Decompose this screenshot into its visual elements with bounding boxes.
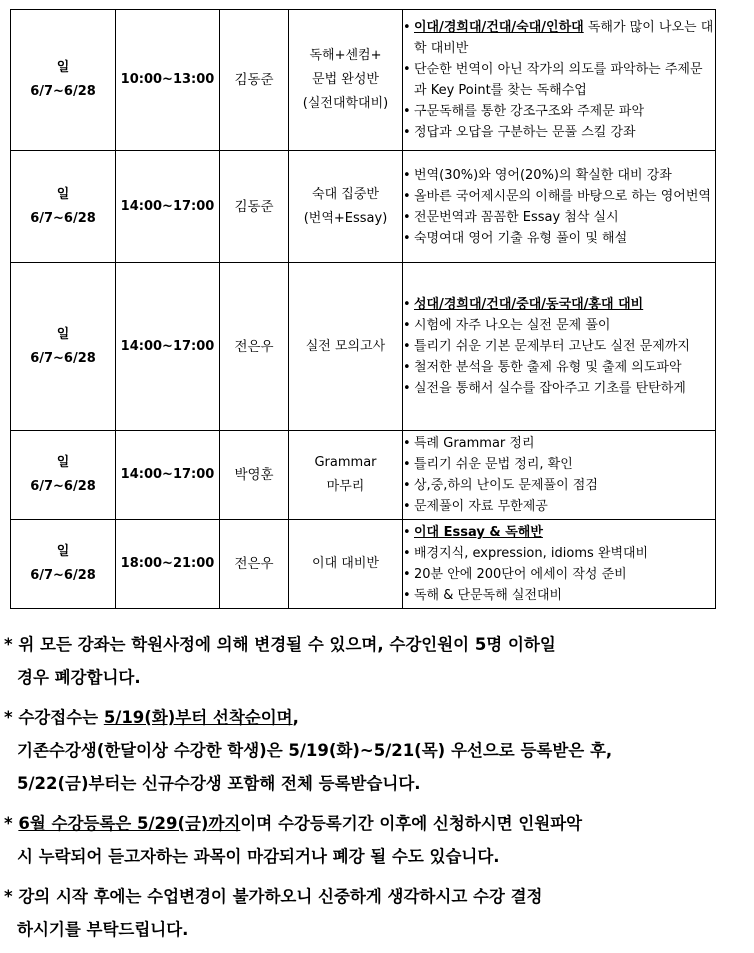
item-text: 정답과 오답을 구분하는 문풀 스킬 강좌 bbox=[414, 125, 636, 140]
description-item bbox=[403, 228, 715, 249]
item-text: 독해 & 단문독해 실전대비 bbox=[414, 588, 563, 603]
time-cell: 14:00~17:00 bbox=[116, 263, 220, 431]
course-line: 문법 완성반 bbox=[312, 72, 379, 87]
course-line: 실전 모의고사 bbox=[305, 338, 386, 354]
table-row bbox=[11, 151, 716, 263]
item-text: 틀리기 쉬운 기본 문제부터 고난도 실전 문제까지 bbox=[414, 339, 690, 354]
description-item bbox=[403, 357, 715, 378]
teacher-cell: 김동준 bbox=[220, 10, 289, 151]
description-cell bbox=[403, 431, 716, 520]
description-cell bbox=[403, 10, 716, 151]
item-text: 배경지식, expression, idioms 완벽대비 bbox=[414, 546, 649, 561]
day: 일 bbox=[56, 544, 70, 559]
note-text: * bbox=[4, 814, 19, 833]
item-text: 실전을 통해서 실수를 잡아주고 기초를 탄탄하게 bbox=[414, 381, 686, 396]
description-cell bbox=[403, 520, 716, 609]
note-line: 5/22(금)부터는 신규수강생 포함해 전체 등록받습니다. bbox=[17, 774, 421, 793]
description-item bbox=[403, 315, 715, 336]
description-item bbox=[403, 433, 715, 454]
item-text: 구문독해를 통한 강조구조와 주제문 파악 bbox=[414, 104, 645, 119]
teacher-cell: 김동준 bbox=[220, 151, 289, 263]
course-cell bbox=[289, 431, 403, 520]
time-cell: 14:00~17:00 bbox=[116, 151, 220, 263]
dates: 6/7~6/28 bbox=[30, 210, 96, 226]
note-underlined-text: 5/19(화)부터 선착순이며 bbox=[103, 708, 293, 727]
item-text: 올바른 국어제시문의 이해를 바탕으로 하는 영어번역 bbox=[414, 188, 711, 204]
day-cell bbox=[11, 263, 116, 431]
teacher-cell: 전은우 bbox=[220, 263, 289, 431]
time-cell: 14:00~17:00 bbox=[116, 431, 220, 520]
highlight-text: 이대 Essay & 독해반 bbox=[414, 525, 543, 540]
day-cell bbox=[11, 431, 116, 520]
item-text: 철저한 분석을 통한 출제 유형 및 출제 의도파악 bbox=[414, 360, 682, 375]
day: 일 bbox=[56, 326, 70, 342]
description-list bbox=[403, 17, 715, 143]
note-line: * 위 모든 강좌는 학원사정에 의해 변경될 수 있으며, 수강인원이 5명 이하일 bbox=[4, 635, 556, 654]
description-list bbox=[403, 165, 715, 249]
note-underlined-text: 6월 수강등록은 5/29(금)까지 bbox=[18, 814, 241, 833]
highlight-text: 이대/경희대/건대/숙대/인하대 bbox=[414, 20, 584, 35]
course-cell bbox=[289, 263, 403, 431]
note-change-policy bbox=[4, 880, 748, 946]
day-cell bbox=[11, 10, 116, 151]
item-text: 20분 안에 200단어 에세이 작성 준비 bbox=[414, 567, 627, 582]
course-cell bbox=[289, 10, 403, 151]
description-item bbox=[403, 585, 715, 606]
note-cancellation bbox=[4, 628, 748, 694]
course-cell bbox=[289, 151, 403, 263]
note-text: * 수강접수는 bbox=[4, 708, 104, 727]
teacher-cell: 박영훈 bbox=[220, 431, 289, 520]
description-item bbox=[403, 17, 715, 59]
item-text: 전문번역과 꼼꼼한 Essay 첨삭 실시 bbox=[414, 209, 619, 225]
note-line bbox=[4, 701, 748, 734]
table-row bbox=[11, 520, 716, 609]
course-line: 이대 대비반 bbox=[312, 556, 379, 571]
description-list bbox=[403, 433, 715, 517]
course-line: (번역+Essay) bbox=[303, 210, 388, 226]
day: 일 bbox=[56, 60, 70, 75]
course-cell bbox=[289, 520, 403, 609]
item-text: 특례 Grammar 정리 bbox=[414, 436, 535, 451]
notes-section bbox=[4, 628, 748, 953]
dates: 6/7~6/28 bbox=[30, 479, 96, 494]
description-item bbox=[403, 496, 715, 517]
schedule-table bbox=[10, 9, 716, 609]
description-list bbox=[403, 522, 715, 606]
description-cell bbox=[403, 151, 716, 263]
table-row bbox=[11, 431, 716, 520]
dates: 6/7~6/28 bbox=[30, 568, 96, 583]
item-text: 문제풀이 자료 무한제공 bbox=[414, 499, 548, 514]
item-text: 번역(30%)와 영어(20%)의 확실한 대비 강좌 bbox=[414, 167, 672, 183]
time-cell: 18:00~21:00 bbox=[116, 520, 220, 609]
description-item bbox=[403, 122, 715, 143]
item-text: 상,중,하의 난이도 문제풀이 점검 bbox=[414, 478, 598, 493]
description-item bbox=[403, 378, 715, 399]
note-line: 경우 폐강합니다. bbox=[17, 668, 141, 687]
day: 일 bbox=[56, 186, 70, 202]
day: 일 bbox=[56, 455, 70, 470]
description-item bbox=[403, 475, 715, 496]
note-registration bbox=[4, 701, 748, 800]
note-line bbox=[4, 807, 748, 840]
note-line: 하시기를 부탁드립니다. bbox=[17, 920, 189, 939]
item-text: 독해가 많이 나오는 대학 대비반 bbox=[414, 20, 714, 56]
description-item bbox=[403, 564, 715, 585]
item-text: 숙명여대 영어 기출 유형 풀이 및 해설 bbox=[414, 230, 628, 246]
table-row bbox=[11, 263, 716, 431]
note-line: * 강의 시작 후에는 수업변경이 불가하오니 신중하게 생각하시고 수강 결정 bbox=[4, 887, 543, 906]
time-cell: 10:00~13:00 bbox=[116, 10, 220, 151]
description-item bbox=[403, 207, 715, 228]
course-line: 숙대 집중반 bbox=[312, 186, 379, 202]
description-item bbox=[403, 165, 715, 186]
description-item bbox=[403, 294, 715, 315]
note-line: 시 누락되어 듣고자하는 과목이 마감되거나 폐강 될 수도 있습니다. bbox=[17, 847, 500, 866]
course-line: Grammar bbox=[314, 455, 377, 470]
dates: 6/7~6/28 bbox=[30, 350, 96, 366]
dates: 6/7~6/28 bbox=[30, 84, 96, 99]
description-item bbox=[403, 543, 715, 564]
course-line: 마무리 bbox=[326, 479, 365, 494]
description-item bbox=[403, 186, 715, 207]
note-text: , bbox=[292, 708, 299, 727]
note-text: 이며 수강등록기간 이후에 신청하시면 인원파악 bbox=[240, 814, 583, 833]
item-text: 단순한 번역이 아닌 작가의 의도를 파악하는 주제문과 Key Point를 찾는 독해수업 bbox=[414, 62, 703, 98]
table-row bbox=[11, 10, 716, 151]
note-line: 기존수강생(한달이상 수강한 학생)은 5/19(화)~5/21(목) 우선으로 등록받은 후, bbox=[17, 741, 613, 760]
description-item bbox=[403, 336, 715, 357]
course-line: 독해+센컴+ bbox=[309, 48, 382, 63]
description-cell bbox=[403, 263, 716, 431]
item-text: 틀리기 쉬운 문법 정리, 확인 bbox=[414, 457, 573, 472]
description-item bbox=[403, 101, 715, 122]
day-cell bbox=[11, 151, 116, 263]
course-line: (실전대학대비) bbox=[302, 96, 389, 111]
description-list bbox=[403, 294, 715, 399]
description-item bbox=[403, 454, 715, 475]
note-deadline bbox=[4, 807, 748, 873]
item-text: 시험에 자주 나오는 실전 문제 풀이 bbox=[414, 318, 611, 333]
teacher-cell: 전은우 bbox=[220, 520, 289, 609]
day-cell bbox=[11, 520, 116, 609]
description-item bbox=[403, 522, 715, 543]
description-item bbox=[403, 59, 715, 101]
highlight-text: 성대/경희대/건대/중대/동국대/홍대 대비 bbox=[414, 297, 644, 312]
